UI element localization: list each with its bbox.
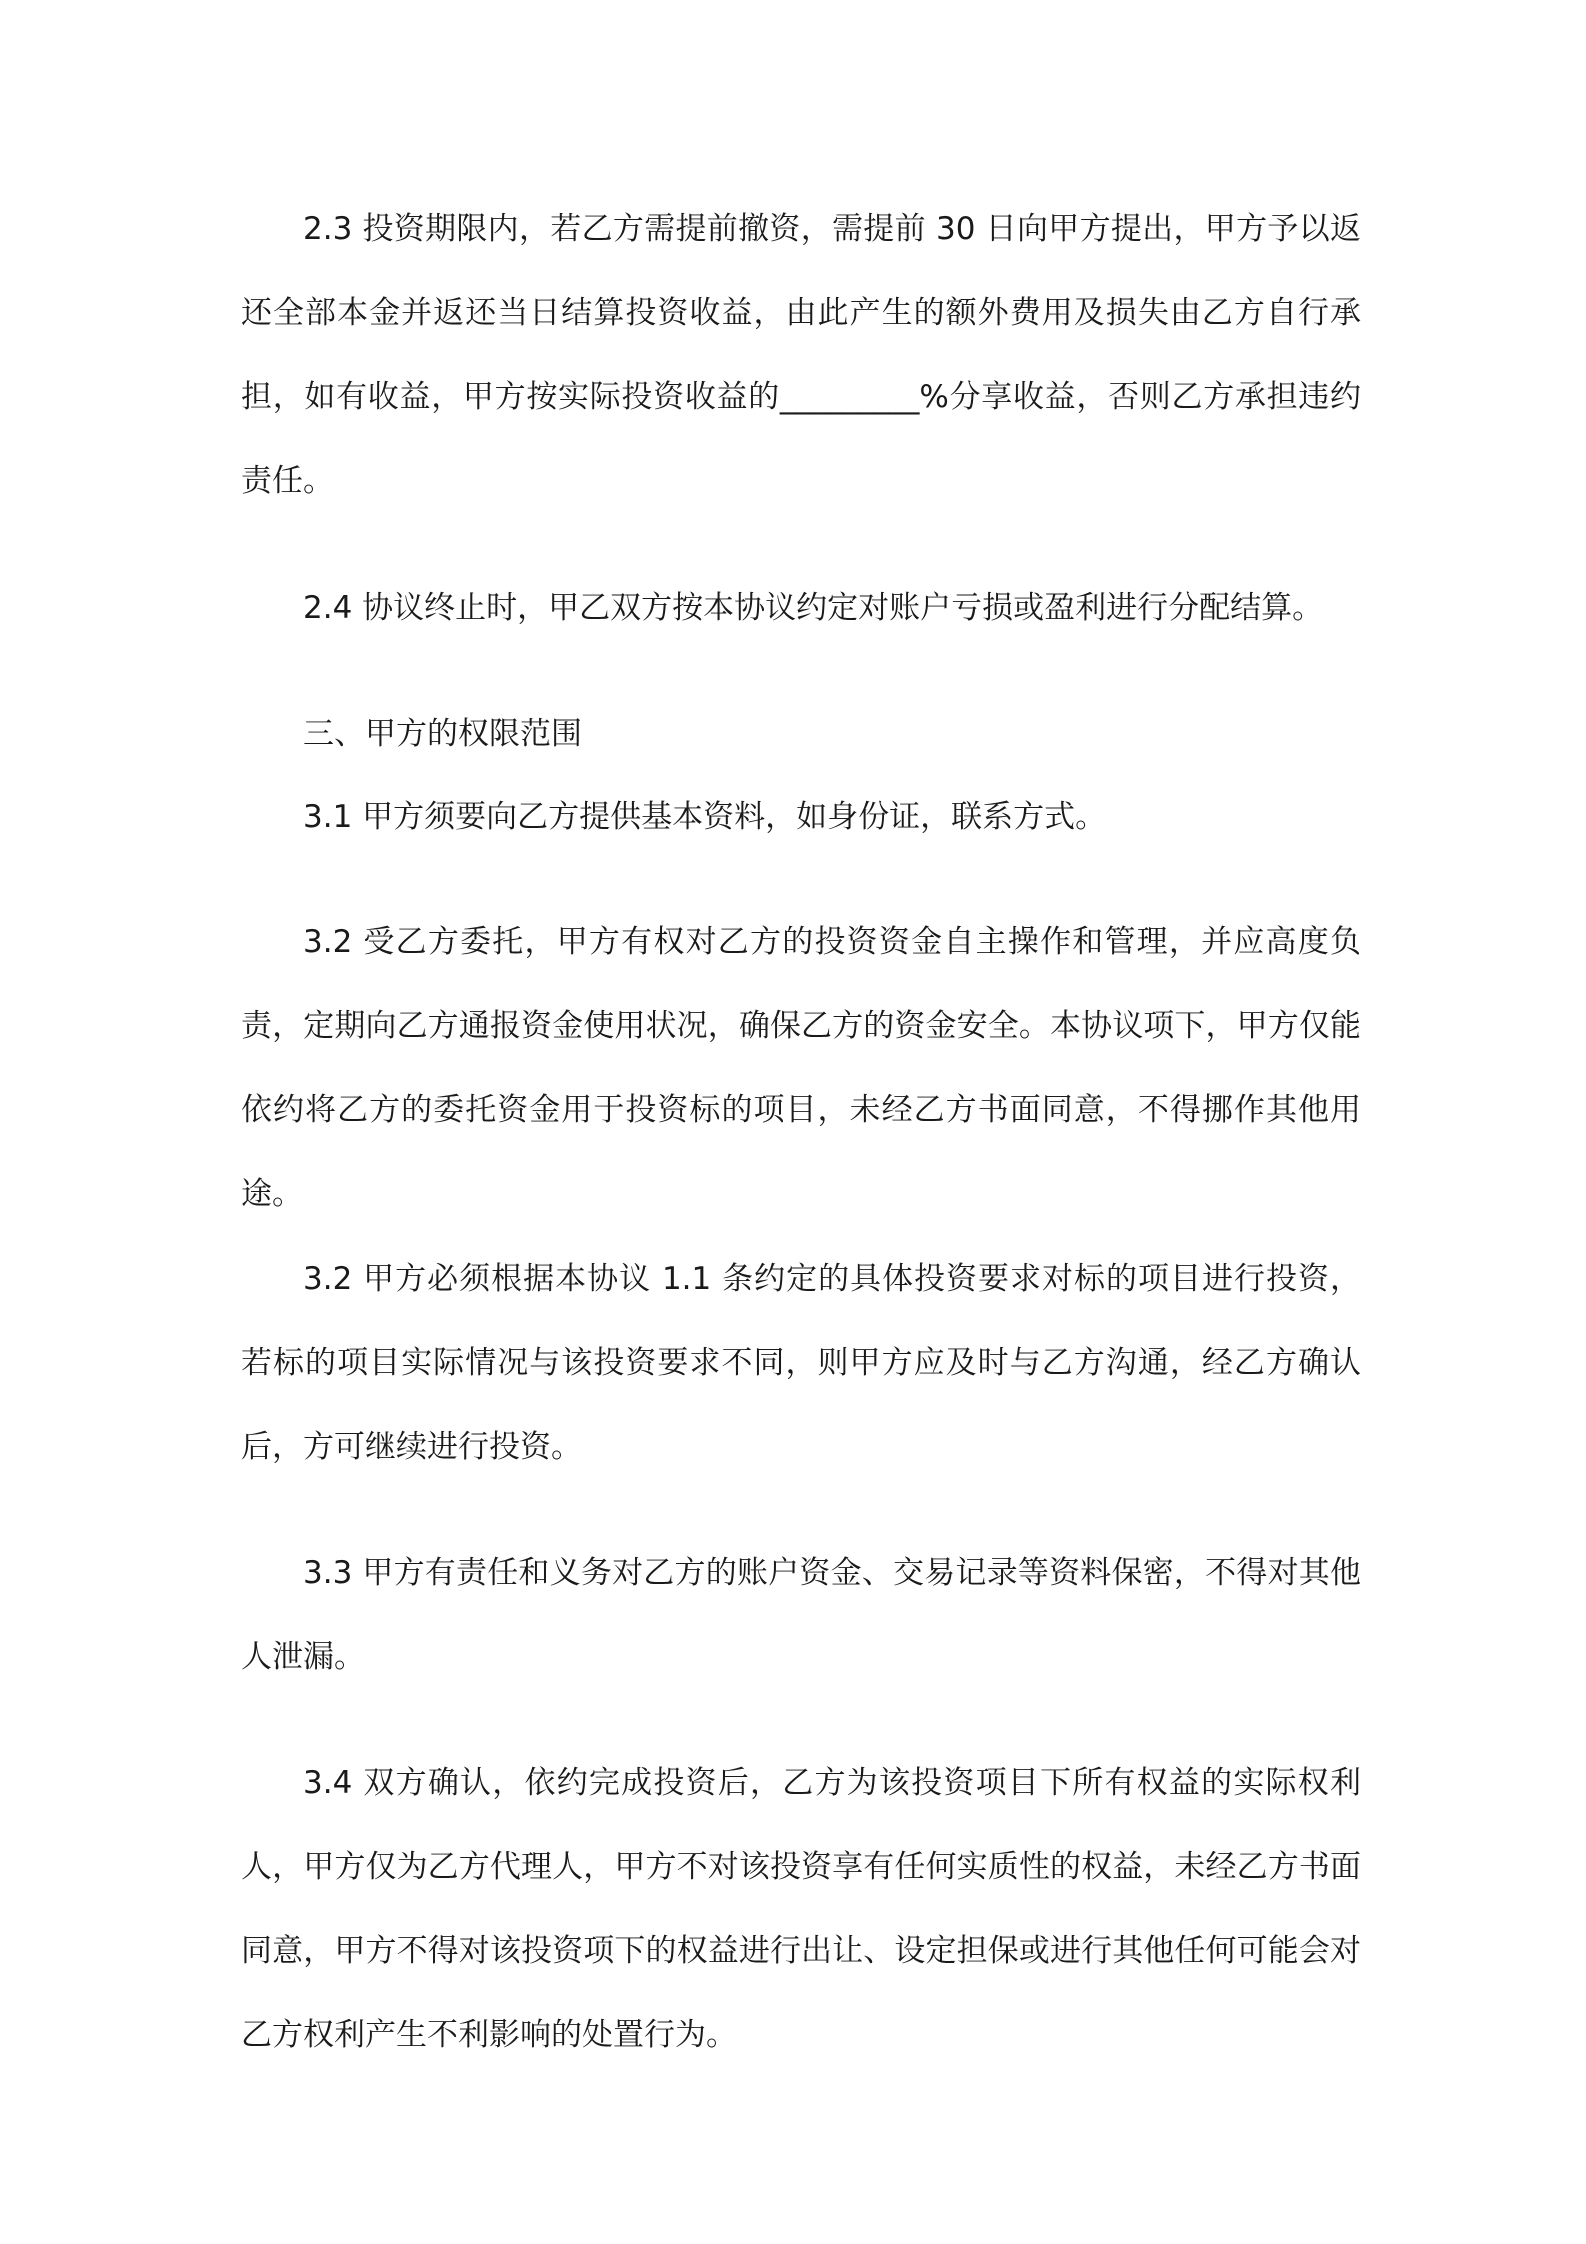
clause-2-4: 2.4 协议终止时，甲乙双方按本协议约定对账户亏损或盈利进行分配结算。 [303,590,1324,626]
clause-3-2-b: 3.2 甲方必须根据本协议 1.1 条约定的具体投资要求对标的项目进行投资，若标的项目实际情况与该投资要求不同，则甲方应及时与乙方沟通，经乙方确认后，方可继续进行投资。 [241,1261,1361,1465]
clause-3-2-a: 3.2 受乙方委托，甲方有权对乙方的投资资金自主操作和管理，并应高度负责，定期向乙方通报资金使用状况，确保乙方的资金安全。本协议项下，甲方仅能依约将乙方的委托资金用于投资标的项目，未经乙方书面同意，不得挪作其他用途。 [241,924,1361,1212]
clause-3-3: 3.3 甲方有责任和义务对乙方的账户资金、交易记录等资料保密，不得对其他人泄漏。 [241,1555,1361,1675]
clause-3-4: 3.4 双方确认，依约完成投资后，乙方为该投资项目下所有权益的实际权利人，甲方仅为乙方代理人，甲方不对该投资享有任何实质性的权益，未经乙方书面同意，甲方不得对该投资项下的权益进行出让、设定担保或进行其他任何可能会对乙方权利产生不利影响的处置行为。 [241,1765,1361,2053]
section-heading-3: 三、甲方的权限范围 [303,716,582,752]
clause-2-3: 2.3 投资期限内，若乙方需提前撤资，需提前 30 日向甲方提出，甲方予以返还全部本金并返还当日结算投资收益，由此产生的额外费用及损失由乙方自行承担，如有收益，甲方按实际投资收益的_________%分享收益，否则乙方承担违约责任。 [241,211,1361,499]
clause-3-1: 3.1 甲方须要向乙方提供基本资料，如身份证，联系方式。 [303,799,1107,835]
